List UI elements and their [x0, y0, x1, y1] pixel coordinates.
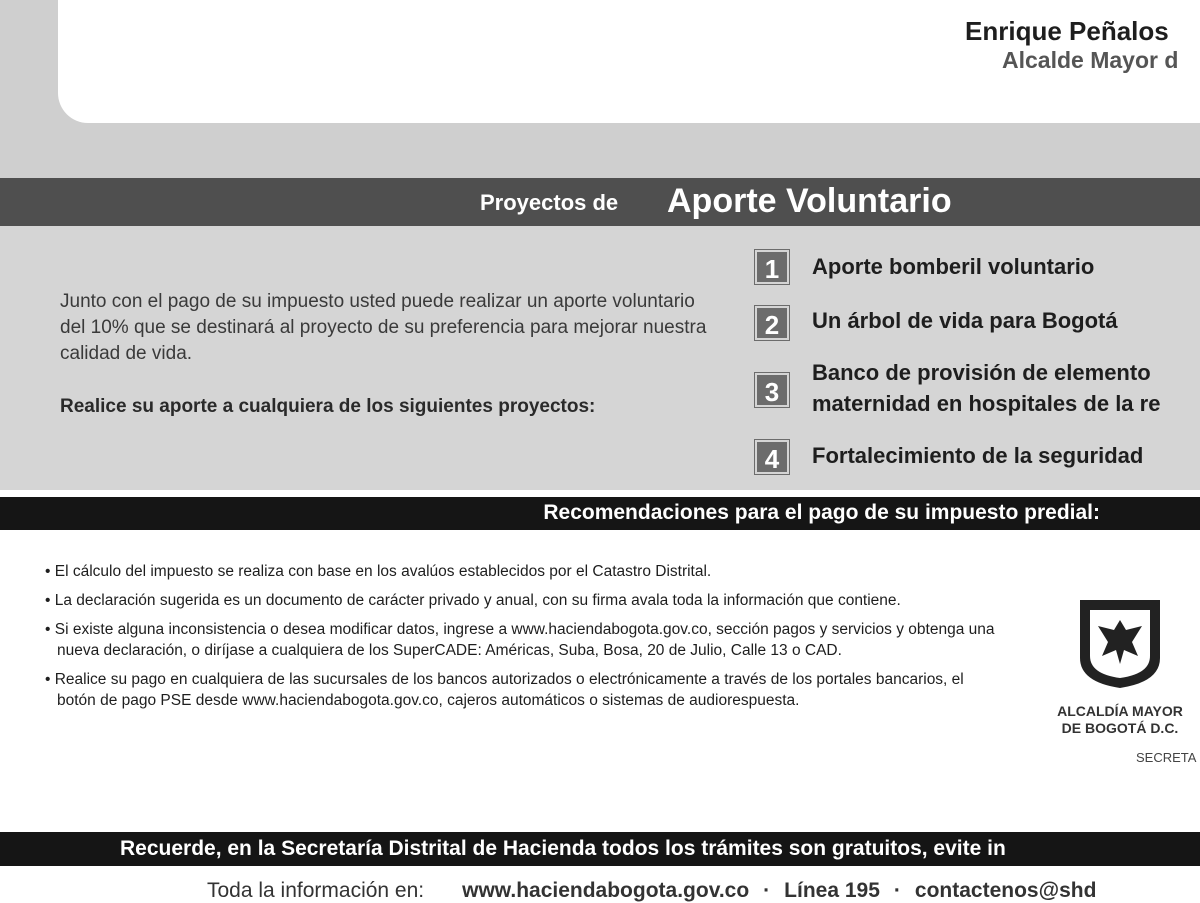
project-label: Fortalecimiento de la seguridad [812, 443, 1144, 468]
list-item: • Si existe alguna inconsistencia o desea modificar datos, ingrese a www.haciendabogota.gov.co, sección pagos y servicios y obtenga una nueva declaración, o diríjase a cualquiera de los SuperCADE: Américas, Suba, Bosa, 20 de Julio, Calle 13 o CAD. [45, 621, 995, 659]
project-number: 2 [755, 306, 789, 340]
coat-of-arms-icon [1078, 598, 1162, 690]
footer-phone: Línea 195 [784, 879, 880, 902]
footer-info [207, 879, 1096, 903]
aporte-paragraph: Junto con el pago de su impuesto usted puede realizar un aporte voluntario del 10% que se destinará al proyecto de su preferencia para mejorar nuestra calidad de vida. [60, 291, 707, 364]
recomendaciones-list [45, 561, 1005, 719]
project-label-line2: maternidad en hospitales de la re [812, 391, 1161, 416]
footer-web-link[interactable]: www.haciendabogota.gov.co [462, 879, 750, 902]
list-item: • El cálculo del impuesto se realiza con base en los avalúos establecidos por el Catastro Distrital. [45, 563, 712, 580]
aporte-title-small: Proyectos de [480, 190, 619, 215]
separator: · [763, 879, 771, 902]
list-item: • La declaración sugerida es un documento de carácter privado y anual, con su firma avala toda la información que contiene. [45, 592, 901, 609]
recomendaciones-title: Recomendaciones para el pago de su impuesto predial: [543, 501, 1100, 524]
mayor-name: Enrique Peñalos [965, 16, 1169, 46]
footer-label: Toda la información en: [207, 879, 425, 902]
alcaldia-logo [1050, 598, 1190, 737]
project-label: Banco de provisión de elemento [812, 360, 1151, 385]
reminder-text: Recuerde, en la Secretaría Distrital de Hacienda todos los trámites son gratuitos, evite in [120, 837, 1006, 860]
project-label: Un árbol de vida para Bogotá [812, 308, 1118, 333]
project-number: 4 [755, 440, 789, 474]
footer-email-link[interactable]: contactenos@shd [914, 879, 1097, 902]
separator: · [893, 879, 901, 902]
aporte-title-big: Aporte Voluntario [667, 182, 952, 220]
list-item: • Realice su pago en cualquiera de las sucursales de los bancos autorizados o electrónicamente a través de los portales bancarios, el botón de pago PSE desde www.haciendabogota.gov.co, cajeros automáticos o sistemas de audiorespuesta. [45, 671, 964, 709]
secretaria-label: SECRETA [1136, 750, 1197, 765]
project-number: 3 [755, 373, 789, 407]
project-number: 1 [755, 250, 789, 284]
mayor-role: Alcalde Mayor d [1002, 47, 1179, 73]
logo-line1: ALCALDÍA MAYOR [1057, 703, 1183, 719]
project-label: Aporte bomberil voluntario [812, 254, 1095, 279]
logo-line2: DE BOGOTÁ D.C. [1061, 720, 1179, 736]
aporte-cta: Realice su aporte a cualquiera de los siguientes proyectos: [60, 396, 596, 417]
